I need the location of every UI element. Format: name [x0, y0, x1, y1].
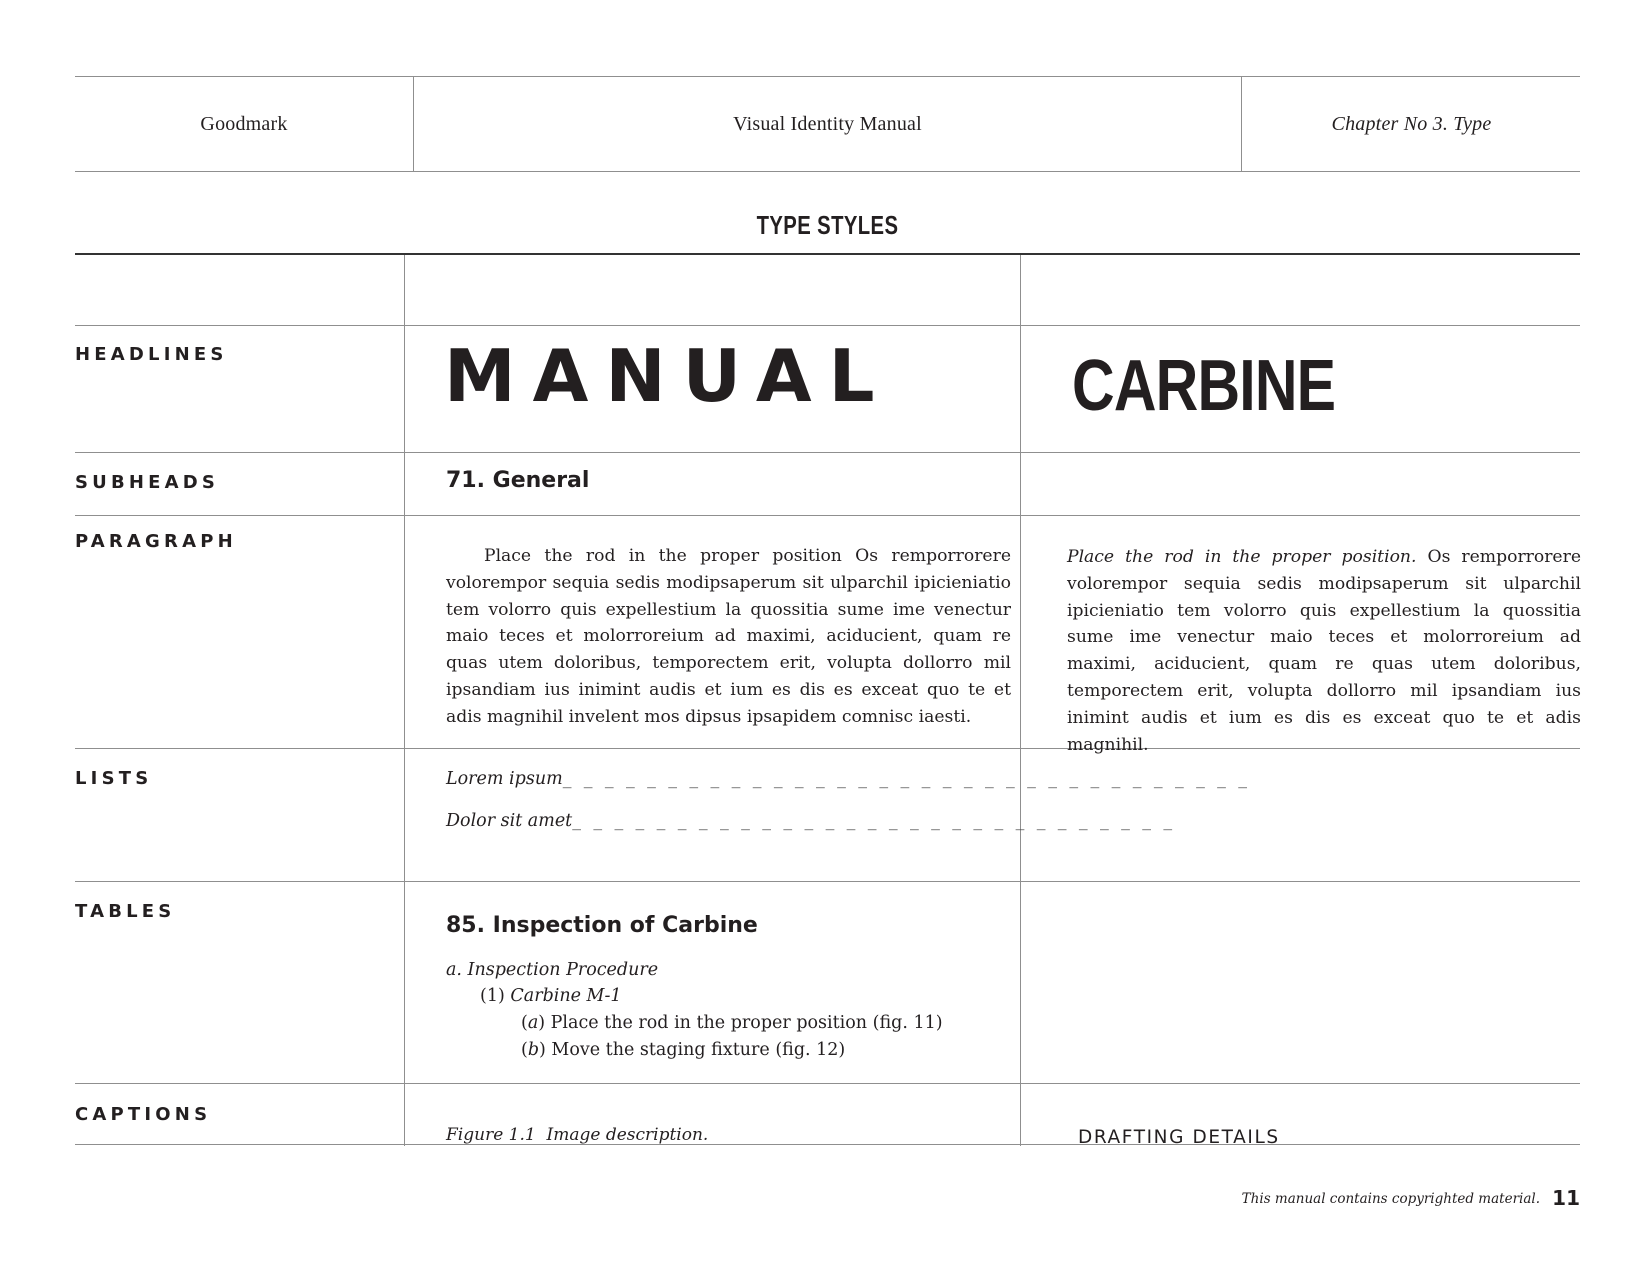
caption-sample-drafting: DRAFTING DETAILS	[1078, 1127, 1280, 1148]
header-brand: Goodmark	[75, 77, 414, 171]
caption-sample-figure: Figure 1.1 Image description.	[446, 1125, 709, 1145]
row-divider	[75, 515, 1580, 516]
row-divider	[75, 1144, 1580, 1145]
paragraph-body: Os remporrorere volorempor sequia sedis modipsaperum sit ulparchil ipicieniatio tem volorro quis expellestium la quossitia sume ime venectur maio teces et molorroreium ad maximi, aciducient, quam re quas utem doloribus, temporectem erit, volupta dollorro mil ipsandiam ius inimint audis et ium es dis es exceat quo te et adis magnihil.	[1067, 547, 1581, 755]
header-manual-title: Visual Identity Manual	[733, 112, 922, 135]
paragraph-sample-roman: Place the rod in the proper position Os remporrorere volorempor sequia sedis modipsaperum sit ulparchil ipicieniatio tem volorro quis expellestium la quossitia sume ime venectur maio teces et molorroreium ad maximi, aciducient, quam re quas utem doloribus, temporectem erit, volupta dollorro mil ipsandiam ius inimint audis et ium es dis es exceat quo te et adis magnihil invelent mos dipsus ipsapidem comnisc iaesti.	[446, 546, 1011, 727]
row-divider	[75, 452, 1580, 453]
row-divider	[75, 881, 1580, 882]
table-sub-item-text: Place the rod in the proper position (fig. 11)	[550, 1013, 943, 1033]
list-item	[446, 769, 1250, 789]
paragraph-lead-in: Place the rod in the proper position.	[1067, 547, 1417, 567]
table-sub-item: (b) Move the staging fixture (fig. 12)	[521, 1040, 846, 1060]
table-level-1-text: Carbine M-1	[510, 986, 622, 1006]
table-heading: 85. Inspection of Carbine	[446, 913, 758, 938]
list-item-leader: _ _ _ _ _ _ _ _ _ _ _ _ _ _ _ _ _ _ _ _ _ _ _ _ _ _ _ _ _	[572, 811, 1176, 831]
table-sub-item-marker: a	[527, 1013, 539, 1033]
column-divider-1	[404, 255, 405, 1146]
row-label-subheads: SUBHEADS	[75, 472, 220, 493]
title-rule	[75, 253, 1580, 255]
list-item-text: Dolor sit amet	[446, 811, 573, 831]
table-level-1-number: (1)	[480, 986, 505, 1006]
subhead-sample: 71. General	[446, 468, 590, 493]
table-level-a-text: a. Inspection Procedure	[446, 960, 659, 980]
list-item-text: Lorem ipsum	[446, 769, 563, 789]
footer-copyright-note: This manual contains copyrighted material.	[1241, 1191, 1540, 1207]
page-number: 11	[1552, 1186, 1580, 1210]
row-label-tables: TABLES	[75, 901, 176, 922]
table-sub-item: (a) Place the rod in the proper position (fig. 11)	[521, 1013, 943, 1033]
table-sub-item-text: Move the staging fixture (fig. 12)	[551, 1040, 846, 1060]
row-divider	[75, 325, 1580, 326]
table-level-1	[480, 986, 622, 1006]
row-divider	[75, 1083, 1580, 1084]
column-divider-2	[1020, 255, 1021, 1146]
row-label-paragraph: PARAGRAPH	[75, 531, 237, 552]
running-header	[75, 76, 1580, 172]
row-label-lists: LISTS	[75, 768, 153, 789]
headline-sample-carbine: CARBINE	[1072, 346, 1336, 426]
list-item-leader: _ _ _ _ _ _ _ _ _ _ _ _ _ _ _ _ _ _ _ _ _ _ _ _ _ _ _ _ _ _ _ _ _	[562, 769, 1251, 789]
paragraph-sample-italic-lead	[1067, 544, 1581, 758]
row-label-captions: CAPTIONS	[75, 1104, 212, 1125]
headline-sample-manual: MANUAL	[444, 334, 892, 418]
table-sub-item-marker: b	[527, 1040, 540, 1060]
list-item	[446, 811, 1176, 831]
header-chapter: Chapter No 3. Type	[1241, 77, 1581, 171]
row-label-headlines: HEADLINES	[75, 344, 228, 365]
section-title: TYPE STYLES	[756, 210, 899, 240]
table-level-a	[446, 960, 658, 980]
